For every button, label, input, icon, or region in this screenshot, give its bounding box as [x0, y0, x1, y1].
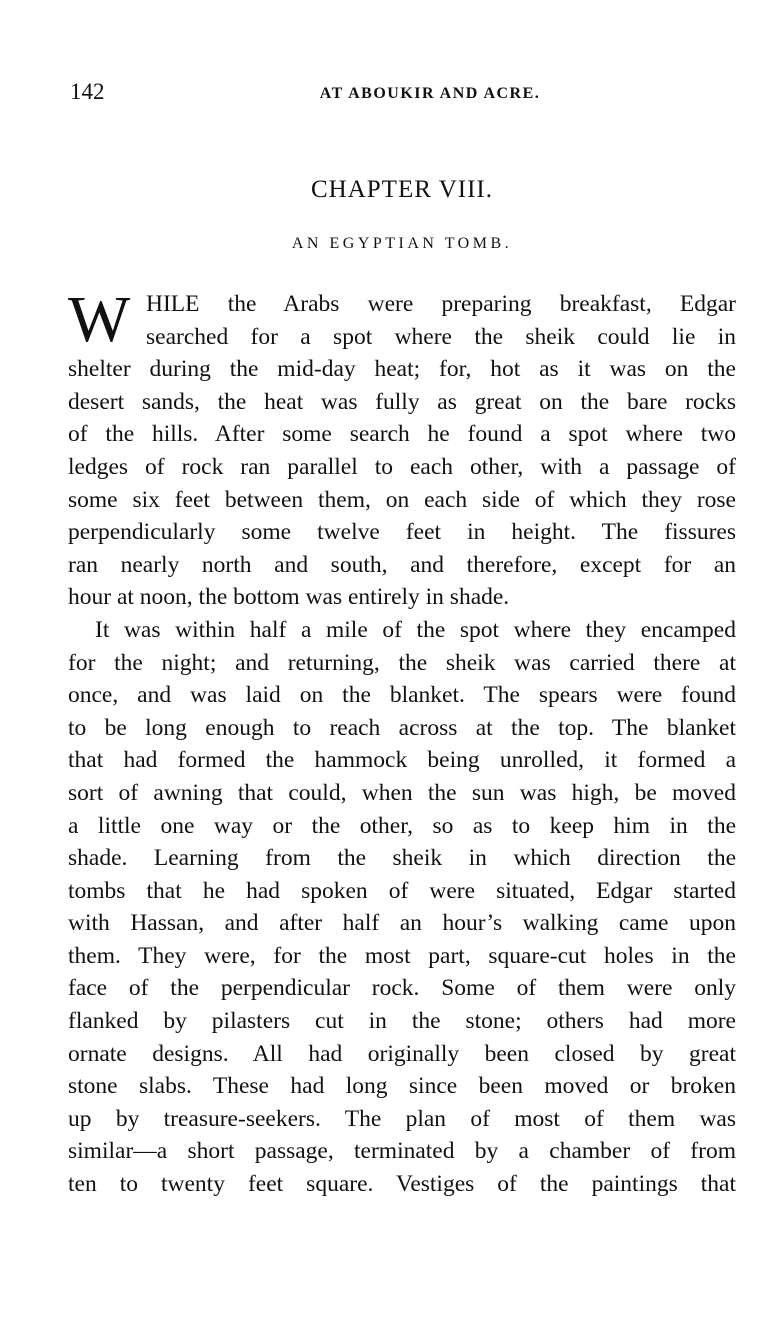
text-line-content: It was within half a mile of the spot where they encamped: [95, 616, 736, 643]
text-line-content: ornate designs. All had originally been closed by great: [68, 1040, 736, 1067]
text-line: [68, 614, 736, 647]
text-line-content: desert sands, the heat was fully as great on the bare rocks: [68, 388, 736, 415]
text-line-content: of the hills. After some search he found a spot where two: [68, 421, 736, 448]
text-line: [68, 907, 736, 940]
text-line: [68, 353, 736, 386]
text-line-content: shade. Learning from the sheik in which direction the: [68, 845, 736, 872]
page-number: 142: [70, 79, 105, 104]
text-line: [68, 386, 736, 419]
text-line: [68, 1103, 736, 1136]
body-text: [68, 283, 736, 1201]
text-line: [68, 1135, 736, 1168]
text-line-content: ledges of rock ran parallel to each other, with a passage of: [68, 453, 736, 480]
text-line: [68, 810, 736, 843]
text-line-content: HILE the Arabs were preparing breakfast, Edgar: [146, 291, 736, 317]
text-line-content: stone slabs. These had long since been moved or broken: [68, 1073, 736, 1100]
text-line: [68, 875, 736, 908]
text-line: [68, 940, 736, 973]
text-line: [68, 581, 736, 614]
text-line: [68, 777, 736, 810]
drop-cap: W: [68, 283, 131, 356]
text-line-content: a little one way or the other, so as to keep him in the: [68, 812, 736, 839]
text-line: [68, 549, 736, 582]
text-line-content: them. They were, for the most part, square-cut holes in the: [68, 942, 736, 969]
text-line: [68, 712, 736, 745]
text-line-content: ran nearly north and south, and therefore, except for an: [68, 551, 736, 578]
text-line-content: sort of awning that could, when the sun was high, be moved: [68, 779, 736, 806]
text-line-content: for the night; and returning, the sheik was carried there at: [68, 649, 736, 676]
text-line: [68, 1005, 736, 1038]
text-line-content: perpendicularly some twelve feet in height. The fissures: [68, 519, 736, 546]
text-line-content: that had formed the hammock being unrolled, it formed a: [68, 747, 736, 774]
text-line-content: with Hassan, and after half an hour’s walking came upon: [68, 910, 736, 937]
text-line-content: once, and was laid on the blanket. The spears were found: [68, 682, 736, 709]
chapter-title: CHAPTER VIII.: [311, 176, 493, 203]
text-line-content: searched for a spot where the sheik could lie in: [146, 323, 736, 350]
text-line-content: hour at noon, the bottom was entirely in shade.: [68, 584, 510, 611]
text-line-content: similar—a short passage, terminated by a chamber of from: [68, 1138, 736, 1165]
text-line: [68, 1038, 736, 1071]
text-line-content: some six feet between them, on each side of which they rose: [68, 486, 736, 513]
text-line: [68, 321, 736, 354]
text-line: [68, 451, 736, 484]
text-line: [68, 418, 736, 451]
text-line: [68, 484, 736, 517]
text-line: [68, 972, 736, 1005]
running-head: AT ABOUKIR AND ACRE.: [319, 85, 541, 102]
text-line-content: ten to twenty feet square. Vestiges of the paintings that: [68, 1171, 736, 1198]
text-line-content: flanked by pilasters cut in the stone; others had more: [68, 1008, 736, 1035]
text-line: [68, 516, 736, 549]
text-line: [68, 1070, 736, 1103]
text-line-content: up by treasure-seekers. The plan of most of them was: [68, 1105, 736, 1132]
text-line-content: to be long enough to reach across at the top. The blanket: [68, 714, 736, 741]
text-line-content: shelter during the mid-day heat; for, hot as it was on the: [68, 356, 736, 383]
text-line: [68, 744, 736, 777]
text-line-content: face of the perpendicular rock. Some of them were only: [68, 975, 736, 1002]
chapter-subtitle: AN EGYPTIAN TOMB.: [291, 235, 513, 252]
text-line: [68, 647, 736, 680]
text-line: [68, 1168, 736, 1201]
text-line: [68, 679, 736, 712]
text-line: [68, 842, 736, 875]
text-line-content: tombs that he had spoken of were situated, Edgar started: [68, 877, 736, 904]
